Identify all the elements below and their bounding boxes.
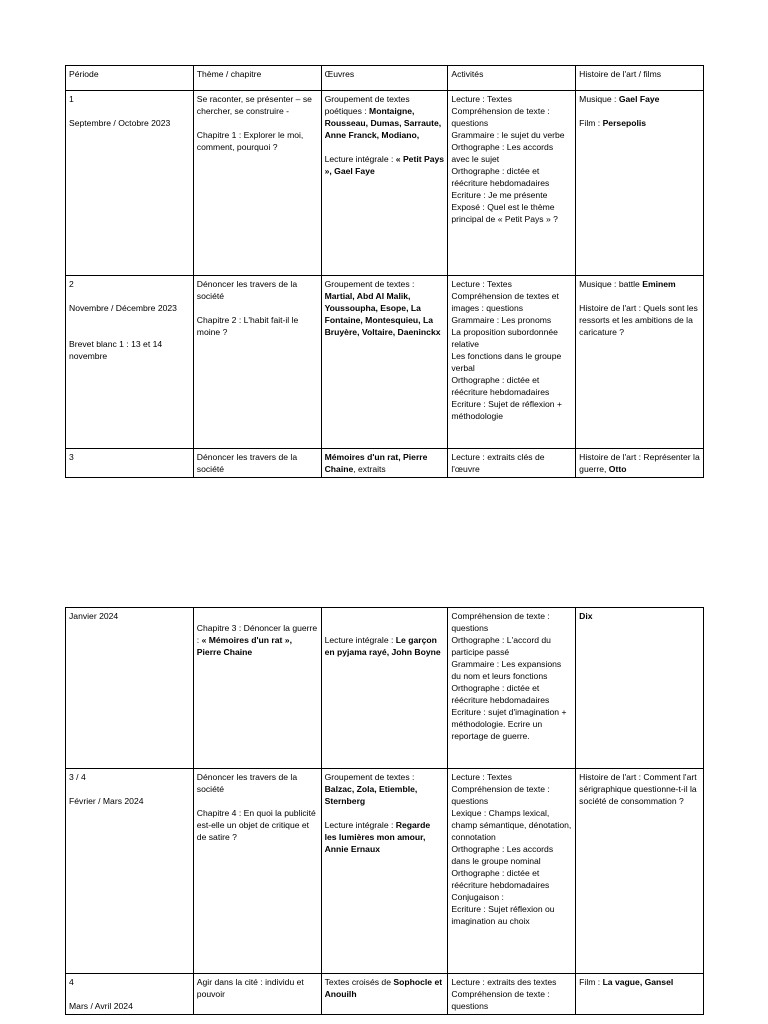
activity-item: Les fonctions dans le groupe verbal (451, 351, 562, 373)
lecture-title: « Petit Pays », Gael Faye (324, 154, 445, 176)
period-dates: Janvier 2024 (69, 611, 119, 621)
art-question: Histoire de l'art : Comment l'art sérigraphique questionne-t-il la société de consommation ? (579, 772, 697, 806)
activity-item: Grammaire : Les pronoms (451, 315, 552, 325)
oeuvres-cell (321, 276, 448, 449)
activity-item: Lecture : Textes (451, 94, 512, 104)
theme-cell (193, 449, 321, 478)
oeuvres-cell (321, 449, 448, 478)
period-cell (66, 449, 194, 478)
activity-item: Orthographe : Les accords avec le sujet (451, 142, 554, 164)
oeuvres-authors: Sophocle et Anouilh (324, 977, 443, 999)
period-dates: Mars / Avril 2024 (69, 1001, 133, 1011)
lecture-integrale: Lecture intégrale : Le garçon en pyjama rayé, John Boyne (324, 635, 441, 657)
period-number: 3 (69, 452, 74, 462)
activites-cell (448, 608, 576, 769)
period-cell (66, 974, 194, 1015)
theme-text: Se raconter, se présenter – se chercher, se construire - (196, 94, 312, 116)
activity-item: La proposition subordonnée relative (451, 327, 558, 349)
oeuvres-group: Groupement de textes : Balzac, Zola, Etiemble, Sternberg (324, 772, 418, 806)
chapter-text: Chapitre 4 : En quoi la publicité est-elle un objet de critique et de satire ? (196, 808, 316, 842)
table-row-janvier (66, 608, 704, 769)
activity-item: Orthographe : dictée et réécriture hebdomadaires (451, 683, 550, 705)
lecture-integrale: Lecture intégrale : « Petit Pays », Gael Faye (324, 154, 445, 176)
activity-item: Conjugaison : (451, 892, 504, 902)
activity-item: Orthographe : dictée et réécriture hebdomadaires (451, 166, 550, 188)
activity-item: Ecriture : Sujet réflexion ou imagination au choix (451, 904, 555, 926)
period-cell (66, 91, 194, 276)
header-histoire-art: Histoire de l'art / films (576, 66, 704, 91)
lecture-integrale: Lecture intégrale : Regarde les lumières mon amour, Annie Ernaux (324, 820, 431, 854)
activity-item: Lexique : Champs lexical, champ sémantique, dénotation, connotation (451, 808, 572, 842)
activity-item: Compréhension de texte : questions (451, 611, 550, 633)
period-number: 2 (69, 279, 74, 289)
activites-cell (448, 974, 576, 1015)
activity-item: Grammaire : Les expansions du nom et leurs fonctions (451, 659, 562, 681)
activity-item: Exposé : Quel est le thème principal de « Petit Pays » ? (451, 202, 558, 224)
activity-item: Grammaire : le sujet du verbe (451, 130, 565, 140)
program-table-page-1 (65, 65, 704, 478)
activity-item: Orthographe : L'accord du participe passé (451, 635, 551, 657)
activity-item: Lecture : extraits des textes (451, 977, 557, 987)
period-cell (66, 769, 194, 974)
activity-item: Orthographe : dictée et réécriture hebdomadaires (451, 375, 550, 397)
activity-item: Lecture : Textes (451, 279, 512, 289)
header-activites: Activités (448, 66, 576, 91)
period-dates: Novembre / Décembre 2023 (69, 303, 177, 313)
activity-item: Ecriture : sujet d'imagination + méthodologie. Ecrire un reportage de guerre. (451, 707, 567, 741)
period-number: 1 (69, 94, 74, 104)
activity-item: Compréhension de texte : questions (451, 989, 550, 1011)
art-line: Histoire de l'art : Représenter la guerre, Otto (579, 452, 700, 474)
musique-line: Musique : Gael Faye (579, 94, 660, 104)
activites-cell (448, 449, 576, 478)
period-dates: Février / Mars 2024 (69, 796, 144, 806)
film-line: Film : La vague, Gansel (579, 977, 674, 987)
histoire-art-cell (576, 974, 704, 1015)
chapter-text: Chapitre 2 : L'habit fait-il le moine ? (196, 315, 299, 337)
theme-text: Dénoncer les travers de la société (196, 279, 298, 301)
brevet-blanc: Brevet blanc 1 : 13 et 14 novembre (69, 339, 163, 361)
film-line: Film : Persepolis (579, 118, 647, 128)
histoire-art-cell (576, 449, 704, 478)
art-artist: Dix (579, 611, 593, 621)
musique-line: Musique : battle Eminem (579, 279, 676, 289)
period-number: 4 (69, 977, 74, 987)
theme-cell (193, 276, 321, 449)
oeuvres-group: Groupement de textes poétiques : Montaigne, Rousseau, Dumas, Sarraute, Anne Franck, Modiano, (324, 94, 442, 140)
theme-cell (193, 91, 321, 276)
theme-text: Agir dans la cité : individu et pouvoir (196, 977, 304, 999)
oeuvres-title: Mémoires d'un rat, Pierre Chaine (324, 452, 428, 474)
art-question: Histoire de l'art : Quels sont les ressorts et les ambitions de la caricature ? (579, 303, 698, 337)
activity-item: Compréhension de texte : questions (451, 784, 550, 806)
table-header-row (66, 66, 704, 91)
header-periode: Période (66, 66, 194, 91)
activites-cell (448, 769, 576, 974)
activity-item: Orthographe : dictée et réécriture hebdomadaires (451, 868, 550, 890)
activity-item: Compréhension de textes et images : questions (451, 291, 559, 313)
lecture-title: Le garçon en pyjama rayé, John Boyne (324, 635, 441, 657)
activity-item: Lecture : extraits clés de l'œuvre (451, 452, 545, 474)
header-theme: Thème / chapitre (193, 66, 321, 91)
oeuvres-cell (321, 769, 448, 974)
activity-item: Compréhension de texte : questions (451, 106, 550, 128)
oeuvres-cell (321, 91, 448, 276)
program-table-page-2 (65, 607, 704, 1015)
histoire-art-cell (576, 91, 704, 276)
activity-item: Ecriture : Je me présente (451, 190, 548, 200)
oeuvres-group: Groupement de textes : Martial, Abd Al Malik, Youssoupha, Esope, La Fontaine, Montesquieu, La Bruyère, Voltaire, Daeninckx (324, 279, 441, 337)
activites-cell (448, 91, 576, 276)
oeuvres-authors: Martial, Abd Al Malik, Youssoupha, Esope, La Fontaine, Montesquieu, La Bruyère, Voltaire, Daeninckx (324, 291, 441, 337)
table-row-period-2 (66, 276, 704, 449)
activity-item: Ecriture : Sujet de réflexion + méthodologie (451, 399, 562, 421)
oeuvres-cell (321, 608, 448, 769)
activity-item: Orthographe : Les accords dans le groupe nominal (451, 844, 554, 866)
table-row-period-3 (66, 449, 704, 478)
histoire-art-cell (576, 276, 704, 449)
table-row-mars (66, 974, 704, 1015)
oeuvres-authors: Balzac, Zola, Etiemble, Sternberg (324, 784, 418, 806)
theme-cell (193, 974, 321, 1015)
theme-cell (193, 608, 321, 769)
theme-text: Dénoncer les travers de la société (196, 772, 298, 794)
table-row-fevrier (66, 769, 704, 974)
activites-cell (448, 276, 576, 449)
oeuvres-group: Textes croisés de Sophocle et Anouilh (324, 977, 443, 999)
theme-text: Dénoncer les travers de la société (196, 452, 298, 474)
chapter-text: Chapitre 3 : Dénoncer la guerre : « Mémoires d'un rat », Pierre Chaine (196, 623, 318, 657)
oeuvres-group: Mémoires d'un rat, Pierre Chaine, extraits (324, 452, 428, 474)
lecture-title: Regarde les lumières mon amour, Annie Ernaux (324, 820, 431, 854)
period-number: 3 / 4 (69, 772, 86, 782)
period-cell (66, 276, 194, 449)
chapter-text: Chapitre 1 : Explorer le moi, comment, pourquoi ? (196, 130, 304, 152)
theme-cell (193, 769, 321, 974)
header-oeuvres: Œuvres (321, 66, 448, 91)
histoire-art-cell (576, 769, 704, 974)
histoire-art-cell (576, 608, 704, 769)
oeuvres-authors: Montaigne, Rousseau, Dumas, Sarraute, Anne Franck, Modiano, (324, 106, 442, 140)
period-cell (66, 608, 194, 769)
table-row-period-1 (66, 91, 704, 276)
activity-item: Lecture : Textes (451, 772, 512, 782)
oeuvres-cell (321, 974, 448, 1015)
period-dates: Septembre / Octobre 2023 (69, 118, 171, 128)
